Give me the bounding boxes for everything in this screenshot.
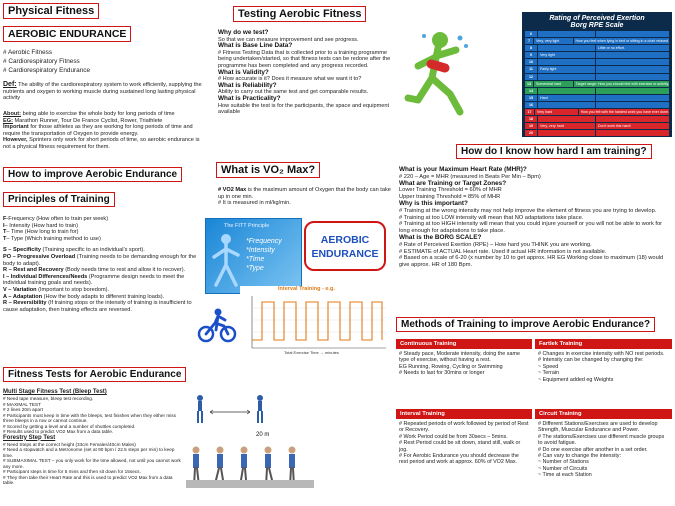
borg-row-label: Hard: [538, 95, 595, 101]
distance-label: 20 m: [256, 432, 270, 438]
fitt-principle-image: [205, 218, 302, 294]
msft-line: # MAXIMAL TEST: [3, 401, 42, 407]
msft-line: # Need tape measure, bleep test recording.: [3, 396, 94, 401]
principle-reversibility: R – Reversibility (If training stops or the intensity of training is insufficient to cause adaptation, then training effects are reversed.: [3, 300, 192, 313]
interval-chart-title: Interval Training - e.g.: [278, 286, 335, 292]
borg-row-description: [596, 74, 669, 80]
circuit-title: Circuit Training: [535, 409, 672, 419]
borg-row-label: Very light: [538, 52, 595, 58]
fitt-image-item: *Time: [246, 256, 265, 263]
msft-line: # Scored by getting a level and a number of shuttles completed.: [3, 423, 136, 429]
fitt-image-item: *Frequency: [246, 238, 282, 245]
msft-line: # Results used to predict VO2 Max from a data table.: [3, 429, 114, 434]
borg-row-description: [596, 95, 669, 101]
borg-row-number: 13: [525, 81, 533, 87]
msft-line: # Participants must keep in time with the bleeps, test finishes when they either miss three bleeps in a row or cannot continue.: [3, 412, 176, 423]
fitt-image-item: *Intensity: [246, 247, 275, 254]
interval-line: # Rest Period could be sit down, stand still, walk or jog.: [399, 440, 521, 453]
vo2-units: # It is measured in ml/kg/min.: [218, 200, 291, 207]
zone-lower: Lower Training Threshold = 60% of MHR: [399, 187, 502, 194]
a-reliability: Ability to carry out the same test and get comparable results.: [218, 89, 369, 96]
badge-line2: ENDURANCE: [311, 248, 379, 260]
borg-row-description: [596, 59, 669, 65]
borg-line: # ESTIMATE of ACTUAL Heart rate. Used if actual HR information is not available.: [399, 248, 607, 255]
borg-row-number: 19: [525, 123, 537, 129]
borg-row: [525, 52, 669, 59]
testing-block: [218, 30, 394, 116]
q-borg: What is the BORG SCALE?: [399, 233, 482, 241]
important-text: for those athletes as they are working for long periods of time and require the transportation of Oxygen to provide energy.: [3, 124, 193, 137]
borg-row-description: [596, 52, 669, 58]
borg-row-description: [596, 102, 669, 108]
borg-row-description: Don't work this hard!: [596, 123, 669, 129]
circuit-body: [535, 419, 672, 481]
borg-row-label: Very hard: [535, 109, 578, 115]
interval-title: Interval Training: [396, 409, 532, 419]
borg-row-label: [538, 59, 595, 65]
methods-heading: Methods of Training to improve Aerobic Endurance?: [396, 317, 655, 332]
borg-row-description: Little or no effort.: [596, 45, 669, 51]
borg-row-label: Somewhat hard: [534, 81, 573, 87]
borg-title: Rating of Perceived Exertion: [549, 15, 645, 22]
borg-row: [525, 31, 669, 38]
interval-line: # Repeated periods of work followed by period of Rest or Recovery.: [399, 421, 529, 434]
interval-line: # Work Period could be from 30secs – 5mins.: [399, 433, 508, 440]
a-why-test: So that we can measure improvement and see progress.: [218, 36, 359, 43]
fartlek-line: ~ Speed: [538, 363, 559, 370]
fitt-item: T– Type (Which training method to use): [3, 235, 101, 242]
circuit-line: ~ Number of Circuits: [538, 465, 588, 472]
borg-line: # Based on a scale of 6-20 (x number by 10 to get approx. HR EG Working close to maximum (18) would give approx. HR of 180 Bpm.: [399, 255, 664, 269]
borg-row: [525, 130, 669, 137]
aka-list: [3, 48, 203, 75]
borg-row-description: [596, 88, 669, 94]
why-line: # Training at too HIGH intensity will mean that you could injure yourself or you will not be able to work for long enough for adaptations to take place.: [399, 221, 663, 235]
continuous-title: Continuous Training: [396, 339, 532, 349]
however-label: However,: [3, 137, 28, 144]
borg-row-number: 8: [525, 45, 537, 51]
circuit-line: ~ Time at each Station: [538, 472, 592, 479]
improve-heading: How to improve Aerobic Endurance: [3, 167, 182, 182]
fitt-item: F-Frequency (How often to train per week): [3, 216, 109, 222]
borg-row-label: [538, 116, 595, 122]
fitt-image-items: [246, 237, 282, 273]
testing-heading: Testing Aerobic Fitness: [233, 6, 366, 22]
borg-row-number: 11: [525, 66, 537, 72]
fitt-item: I– Intensity (How hard to train): [3, 222, 78, 229]
borg-row-label: [538, 88, 595, 94]
fartlek-line: ~ Equipment added eg Weights: [538, 376, 614, 383]
zone-upper: Upper training Threshold = 85% of MHR: [399, 194, 501, 201]
q-reliability: What is Reliability?: [218, 81, 277, 89]
borg-row-number: 15: [525, 95, 537, 101]
borg-row-number: 6: [525, 31, 537, 37]
borg-row-number: 17: [525, 109, 534, 115]
principles-list: [3, 216, 203, 313]
borg-row: [525, 81, 669, 88]
borg-row-description: Target range: How you should feel with exercise or activity.: [575, 81, 669, 86]
borg-row-label: [538, 102, 595, 108]
fartlek-line: # Changes in exercise intensity with NO rest periods.: [538, 351, 665, 357]
however-text: Sprinters only work for short periods of time, so aerobic endurance is not a physical fitness requirement for them.: [3, 137, 200, 150]
borg-row: [525, 66, 669, 73]
step-test-illustration: [186, 444, 314, 496]
vo2-label: # VO2 Max: [218, 187, 247, 193]
borg-row-number: 20: [525, 130, 537, 136]
borg-row-description: How you felt with the hardest work you have ever done.: [580, 110, 669, 115]
vo2-heading: What is VO₂ Max?: [216, 162, 320, 178]
vo2-block: [218, 187, 394, 207]
q-practicality: What is Practicality?: [218, 94, 281, 102]
msft-block: [3, 389, 181, 486]
borg-row-number: 16: [525, 102, 537, 108]
borg-row-label: Very, very hard: [538, 123, 595, 129]
circuit-panel: [535, 409, 672, 504]
circuit-line: # Different Stations/Exercises are used to develop Strength, Muscular Endurance and Power.: [538, 421, 658, 434]
borg-row: [525, 88, 669, 95]
borg-row: [525, 116, 669, 123]
bleep-test-illustration: [190, 392, 270, 430]
forestry-line: # They then take their Heart Rate and this is used to predict VO2 Max from a data table.: [3, 474, 173, 485]
interval-chart-plot: [240, 286, 388, 358]
borg-subtitle: Borg RPE Scale: [570, 22, 624, 29]
principle-adaptation: A – Adaptation (How the body adapts to different training loads).: [3, 293, 165, 300]
borg-row-number: 10: [525, 59, 537, 65]
why-line: # Training at the wrong intensity may not help improve the element of fitness you are trying to develop.: [399, 207, 657, 214]
borg-row: [525, 109, 669, 116]
aka-item: # Cardiorespiratory Endurance: [3, 67, 91, 74]
aerobic-endurance-heading: AEROBIC ENDURANCE: [3, 26, 131, 42]
borg-row-label: [538, 31, 595, 37]
a-mhr: # 220 – Age = MHR (measured in Beats Per Min – Bpm): [399, 173, 541, 180]
borg-row: [525, 102, 669, 109]
def-label: Def:: [3, 81, 17, 88]
definition-block: [3, 82, 206, 102]
forestry-line: # Participant steps in time for 5 mins and then sit down for 15secs.: [3, 469, 141, 474]
borg-row-number: 12: [525, 74, 537, 80]
borg-row-label: [538, 130, 595, 136]
interval-chart-xlabel: Total Exercise Time → minutes: [284, 350, 339, 355]
fartlek-body: [535, 349, 672, 385]
borg-row-number: 18: [525, 116, 537, 122]
why-line: # Training at too LOW intensity will mean that NO adaptations take place.: [399, 214, 584, 221]
howhard-heading: How do I know how hard I am training?: [456, 144, 652, 159]
about-block: [3, 111, 206, 151]
interval-body: [396, 419, 532, 468]
borg-row-description: [596, 130, 669, 136]
continuous-panel: [396, 339, 532, 409]
circuit-line: # Can vary to change the intensity:: [538, 453, 622, 460]
fitt-image-title: The FITT Principle: [224, 223, 270, 229]
borg-rpe-scale: [522, 12, 672, 137]
important-label: Important: [3, 124, 29, 131]
a-validity: # How accurate is it? Does it measure what we want it to?: [218, 76, 362, 83]
fitt-item: T– Time (How long to train for): [3, 229, 79, 236]
fitness-tests-heading: Fitness Tests for Aerobic Endurance: [3, 367, 186, 382]
borg-row-number: 14: [525, 88, 537, 94]
principle-rest: R – Rest and Recovery (Body needs time to rest and allow it to recover).: [3, 267, 186, 274]
borg-row-description: [596, 31, 669, 37]
borg-row-label: [538, 45, 595, 51]
circuit-line: # The stations/Exercises use different muscle groups to avoid fatigue.: [538, 433, 665, 447]
runner-icon: [400, 28, 480, 118]
borg-row: [525, 123, 669, 130]
forestry-line: # Need a stopwatch and a Metronome (set at 90 bpm / 22.5 steps per min) to keep time.: [3, 447, 175, 458]
aerobic-endurance-badge: [304, 221, 386, 271]
borg-row-description: How you feel when lying in bed or sitting in a chair relaxed.: [575, 39, 669, 44]
borg-line: # Rate of Perceived Exertion (RPE) – How hard you THINK you are working.: [399, 241, 592, 248]
principle-individual: I – Individual Differences/Needs (Programme design needs to meet the individual training goals and needs).: [3, 273, 185, 287]
q-why-important: Why is this important?: [399, 199, 468, 207]
interval-panel: [396, 409, 532, 504]
q-mhr: What is your Maximum Heart Rate (MHR)?: [399, 166, 527, 173]
principles-heading: Principles of Training: [3, 192, 115, 207]
q-baseline: What is Base Line Data?: [218, 42, 293, 50]
q-zones: What are Training or Target Zones?: [399, 179, 507, 187]
borg-row: [525, 38, 669, 45]
msft-line: # 2 lines 20m apart: [3, 407, 43, 412]
interval-chart: [240, 286, 388, 358]
fitt-image-item: *Type: [246, 265, 264, 272]
borg-row-description: [596, 66, 669, 72]
forestry-line: # SUBMAXIMAL TEST – you only work for the time allowed, not until you cannot work any more.: [3, 458, 181, 469]
q-why-test: Why do we test?: [218, 29, 269, 36]
fartlek-panel: [535, 339, 672, 409]
borg-row-label: [538, 74, 595, 80]
badge-line1: AEROBIC: [320, 234, 370, 246]
circuit-line: # Do one exercise after another in a set order.: [538, 446, 648, 453]
q-validity: What is Validity?: [218, 68, 269, 76]
about-label: About:: [3, 111, 22, 117]
a-practicality: How suitable the test is for the participants, the space and equipment available: [218, 102, 390, 116]
fitt-figure-icon: [208, 231, 244, 291]
eg-text: Marathon Runner, Tour De France Cyclist, Rower, Triathlete: [14, 117, 163, 124]
def-text: The ability of the cardiorespiratory system to work efficiently, supplying the nutrients and oxygen to working muscle during sustained long lasting physical activity: [3, 82, 202, 102]
interval-line: # For Aerobic Endurance you should decrease the rest period and work at approx. 60% of VO2 Max.: [399, 453, 519, 466]
circuit-line: ~ Number of Stations: [538, 459, 589, 466]
borg-row: [525, 95, 669, 102]
borg-row: [525, 45, 669, 52]
fartlek-title: Fartlek Training: [535, 339, 672, 349]
borg-rows: [525, 31, 669, 137]
continuous-line: # Steady pace, Moderate intensity, doing the same type of exercise, without having a rest.: [399, 351, 520, 364]
borg-row: [525, 59, 669, 66]
fartlek-line: # Intensity can be changed by changing the:: [538, 357, 644, 364]
vo2-text: is the maximum amount of Oxygen that the body can take up in one min.: [218, 187, 391, 200]
borg-row-label: Very, very light: [534, 38, 573, 44]
continuous-body: [396, 349, 532, 379]
borg-row-description: [596, 116, 669, 122]
aka-item: # Aerobic Fitness: [3, 49, 53, 56]
principle-specificity: S – Specificity (Training specific to an individual’s sport).: [3, 247, 145, 254]
continuous-line: # Needs to last for 30mins or longer: [399, 370, 485, 377]
forestry-line: # Need Steps at the correct height (33cm Females/40cm Males): [3, 441, 136, 447]
principle-overload: PO – Progressive Overload (Training needs to be demanding enough for the body to adapt).: [3, 253, 197, 267]
howhard-block: [399, 167, 671, 269]
msft-title: Multi Stage Fitness Test (Bleep Test): [3, 389, 107, 395]
aka-item: # Cardiorespiratory Fitness: [3, 58, 80, 65]
borg-row: [525, 74, 669, 81]
borg-row-number: 9: [525, 52, 537, 58]
continuous-line: EG Running, Rowing, Cycling or Swimming: [399, 363, 503, 370]
eg-label: EG:: [3, 117, 13, 124]
fartlek-line: ~ Terrain: [538, 370, 560, 377]
about-text: being able to exercise the whole body for long periods of time: [22, 111, 175, 117]
cyclist-icon: [198, 306, 236, 344]
a-baseline: # Fitness Testing Data that is collected prior to a training programme being undertaken/started, so that fitness tests can be redone after the programme has been completed and any progress recorded.: [218, 49, 391, 69]
forestry-title: Forestry Step Test: [3, 434, 56, 441]
borg-row-label: Fairly light: [538, 66, 595, 72]
borg-row-number: 7: [525, 38, 533, 44]
page-title: Physical Fitness: [3, 3, 99, 19]
principle-variation: V – Variation (Important to stop boredom).: [3, 286, 110, 293]
